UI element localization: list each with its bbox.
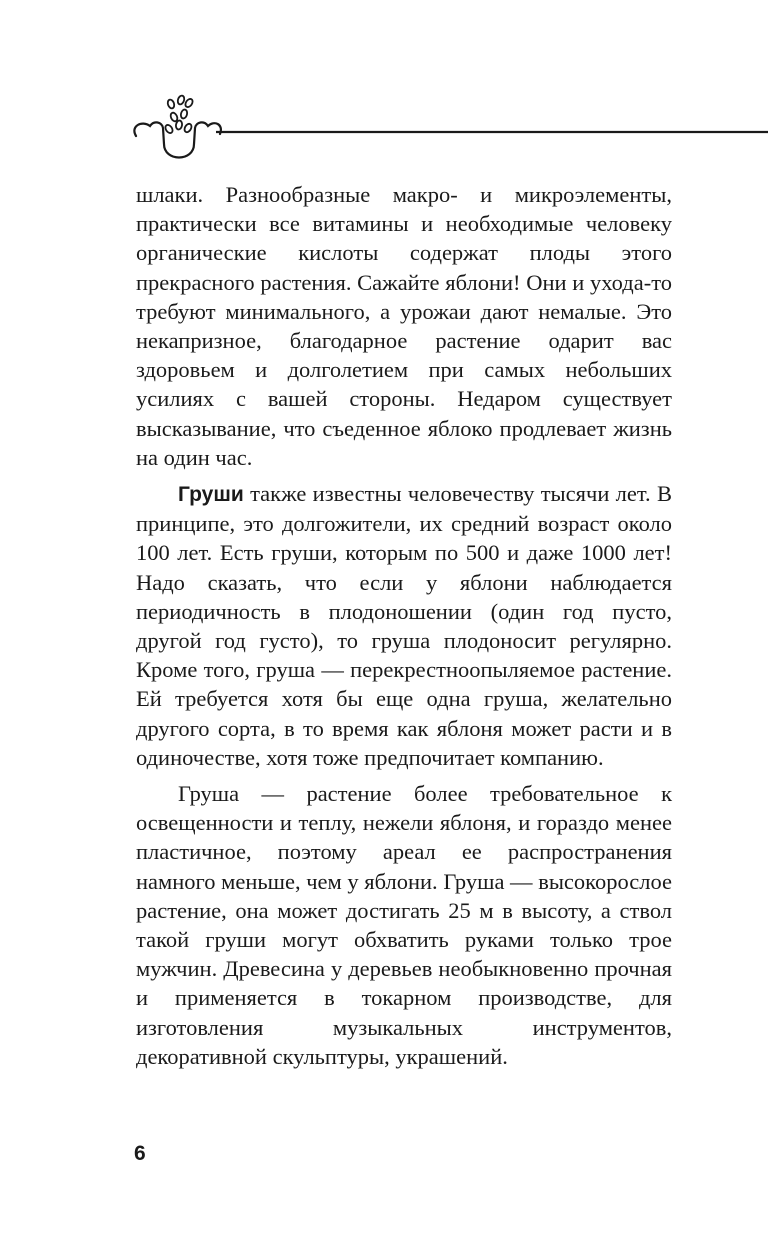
body-text	[136, 180, 672, 1071]
paragraph-pears-intro	[136, 479, 672, 772]
paragraph-apples-end: шлаки. Разнообразные макро- и микроэлементы, практически все витамины и необходимые человеку органические кислоты содержат плоды этого прекрасного растения. Сажайте яблони! Они и ухода-то требуют минимального, а урожаи дают немалые. Это некапризное, благодарное растение одарит вас здоровьем и долголетием при самых небольших усилиях с вашей стороны. Недаром существует высказывание, что съеденное яблоко продлевает жизнь на один час.	[136, 182, 672, 470]
paragraph-pears-intro-body: также известны человечеству тысячи лет. В принципе, это долгожители, их средний возраст около 100 лет. Есть груши, которым по 500 и даже 1000 лет! Надо сказать, что если у яблони наблюдается периодичность в плодоношении (один год пусто, другой год густо), то груша плодоносит регулярно. Кроме того, груша — перекрестноопыляемое растение. Ей требуется хотя бы еще одна груша, желательно другого сорта, в то время как яблоня может расти и в одиночестве, хотя тоже предпочитает компанию.	[136, 481, 672, 770]
term-pears: Груши	[178, 483, 244, 507]
paragraph-pear-growth: Груша — растение более требовательное к освещенности и теплу, нежели яблоня, и гораздо менее пластичное, поэтому ареал ее распространения намного меньше, чем у яблони. Груша — высокорослое растение, она может достигать 25 м в высоту, а ствол такой груши могут обхватить руками только трое мужчин. Древесина у деревьев необыкновенно прочная и применяется в токарном производстве, для изготовления музыкальных инструментов, декоративной скульптуры, украшений.	[136, 781, 672, 1069]
seed-ornament-icon	[128, 92, 768, 172]
page-number: 6	[134, 1142, 146, 1165]
